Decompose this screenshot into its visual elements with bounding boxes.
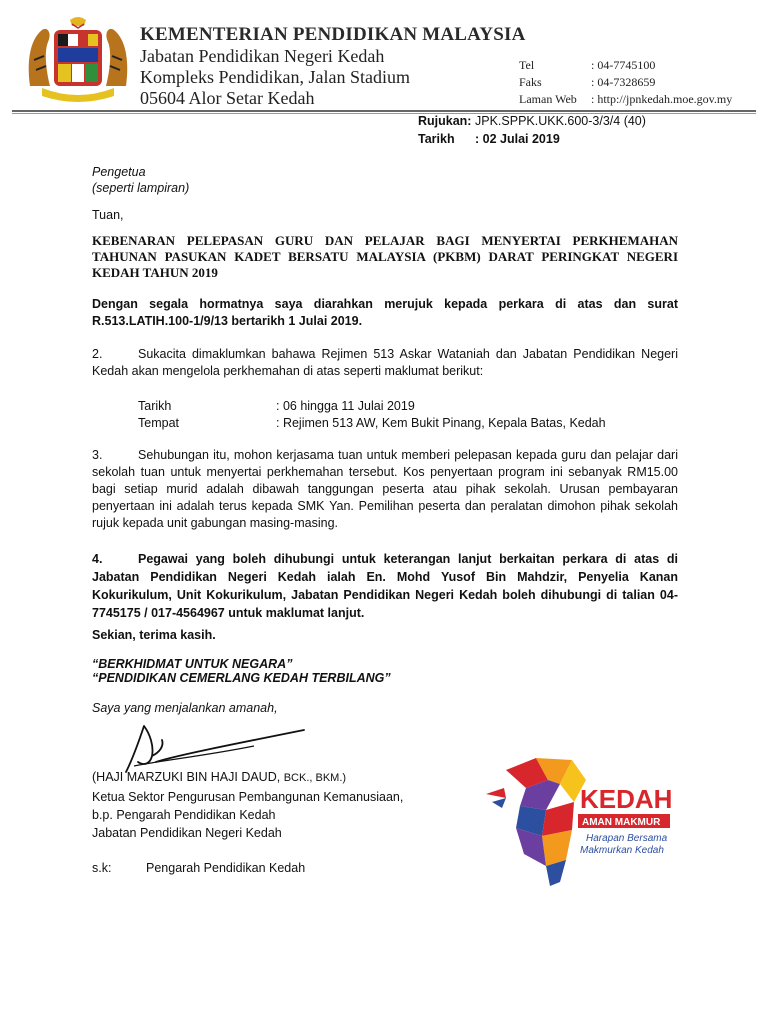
intro-paragraph: Dengan segala hormatnya saya diarahkan merujuk kepada perkara di atas dan surat R.513.LATIH.100-1/9/13 bertarikh 1 Julai 2019. xyxy=(92,297,678,328)
closing-thanks: Sekian, terima kasih. xyxy=(92,628,216,642)
rujukan-value: JPK.SPPK.UKK.600-3/3/4 (40) xyxy=(475,114,646,128)
tarikh-value: : 02 Julai 2019 xyxy=(475,132,560,146)
kedah-logo-tagline-1: Harapan Bersama xyxy=(586,833,668,844)
paragraph-2 xyxy=(92,346,678,380)
signatory-role-3: Jabatan Pendidikan Negeri Kedah xyxy=(92,826,282,840)
closing-amanah: Saya yang menjalankan amanah, xyxy=(92,701,278,715)
paragraph-2-text: Sukacita dimaklumkan bahawa Rejimen 513 Askar Wataniah dan Jabatan Pendidikan Negeri Kedah akan mengelola perkhemahan di atas seperti maklumat berikut: xyxy=(92,347,678,378)
letterhead-address-line-2: 05604 Alor Setar Kedah xyxy=(140,88,315,108)
contact-fax-value: : 04-7328659 xyxy=(591,75,656,89)
paragraph-3 xyxy=(92,447,678,532)
letterhead-department: Jabatan Pendidikan Negeri Kedah xyxy=(140,46,385,66)
contact-web-label: Laman Web xyxy=(519,92,577,106)
recipient-note: (seperti lampiran) xyxy=(92,181,190,195)
slogan-berkhidmat: “BERKHIDMAT UNTUK NEGARA” xyxy=(92,657,293,671)
paragraph-3-text-c: adalah dibawah tanggungan peserta atau pihak sekolah. Urusan pembayaran penyertaan ini adalah terus kepada SMK Yan. Pemilihan peserta dan peralatan dimohon pihak sekolah rujuk kepada unit gabungan masing-masing. xyxy=(92,482,678,530)
signatory-honours: BCK., BKM.) xyxy=(283,772,347,784)
paragraph-2-number: 2. xyxy=(92,347,103,361)
letterhead-divider xyxy=(12,110,756,112)
signatory-role-1: Ketua Sektor Pengurusan Pembangunan Kemanusiaan, xyxy=(92,790,404,804)
signatory-role-2: b.p. Pengarah Pendidikan Kedah xyxy=(92,808,276,822)
kedah-logo-banner: AMAN MAKMUR xyxy=(582,817,661,828)
detail-tarikh-label: Tarikh xyxy=(138,399,172,413)
paragraph-3-text-a: Sehubungan itu, mohon kerjasama tuan untuk memberi pelepasan kepada guru dan pelajar dari sekolah tuan untuk menyertai perkhemahan tersebut. xyxy=(92,448,678,479)
detail-tempat-value: : Rejimen 513 AW, Kem Bukit Pinang, Kepala Batas, Kedah xyxy=(276,416,606,430)
letter-subject: KEBENARAN PELEPASAN GURU DAN PELAJAR BAGI MENYERTAI PERKHEMAHAN TAHUNAN PASUKAN KADET BERSATU MALAYSIA (PKBM) DARAT PERINGKAT NEGERI KEDAH TAHUN 2019 xyxy=(92,233,678,280)
cc-value: Pengarah Pendidikan Kedah xyxy=(146,861,306,875)
letterhead-address-line-1: Kompleks Pendidikan, Jalan Stadium xyxy=(140,67,410,87)
slogan-pendidikan: “PENDIDIKAN CEMERLANG KEDAH TERBILANG” xyxy=(92,671,391,685)
paragraph-3-cost: Kos penyertaan program ini sebanyak RM15.00 bagi setiap murid xyxy=(92,465,679,496)
signatory-full-name: (HAJI MARZUKI BIN HAJI DAUD, xyxy=(92,770,281,784)
letterhead-ministry: KEMENTERIAN PENDIDIKAN MALAYSIA xyxy=(140,24,526,45)
rujukan-label: Rujukan: xyxy=(418,114,472,128)
cc-label: s.k: xyxy=(92,861,112,875)
recipient-title: Pengetua xyxy=(92,165,146,179)
signatory-name xyxy=(92,770,346,784)
malaysia-coat-of-arms-icon xyxy=(22,16,134,108)
tarikh-label: Tarikh xyxy=(418,132,455,146)
contact-fax-label: Faks xyxy=(519,75,542,89)
salutation: Tuan, xyxy=(92,208,124,222)
contact-tel-label: Tel xyxy=(519,58,535,72)
kedah-aman-makmur-logo xyxy=(476,750,696,890)
kedah-logo-title: KEDAH xyxy=(580,784,673,814)
detail-tempat-label: Tempat xyxy=(138,416,179,430)
contact-tel-value: : 04-7745100 xyxy=(591,58,656,72)
paragraph-4-number: 4. xyxy=(92,552,103,566)
kedah-logo-tagline-2: Makmurkan Kedah xyxy=(580,845,664,856)
paragraph-3-number: 3. xyxy=(92,448,103,462)
paragraph-4 xyxy=(92,550,678,622)
paragraph-4-text: Pegawai yang boleh dihubungi untuk keterangan lanjut berkaitan perkara di atas di Jabatan Pendidikan Negeri Kedah ialah En. Mohd Yusof Bin Mahdzir, Penyelia Kanan Kokurikulum, Unit Kokurikulum, Jabatan Pendidikan Negeri Kedah boleh dihubungi di talian 04-7745175 / 017-4564967 untuk maklumat lanjut. xyxy=(92,552,678,620)
detail-tarikh-value: : 06 hingga 11 Julai 2019 xyxy=(276,399,415,413)
contact-web-value: : http://jpnkedah.moe.gov.my xyxy=(591,92,733,106)
